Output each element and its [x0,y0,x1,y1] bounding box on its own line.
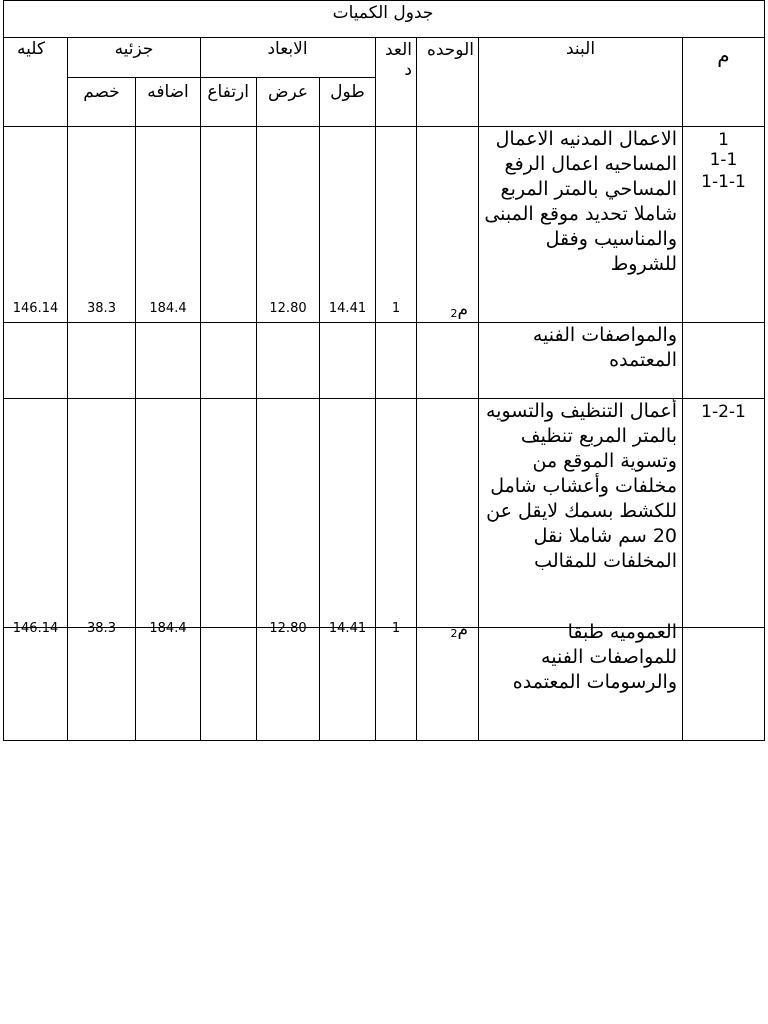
row1-index-line2: 1-1 [709,150,738,170]
row1-total: 146.14 [12,301,59,316]
table-title: جدول الكميات [332,3,434,23]
row1-index-line1: 1 [718,130,729,150]
row2-description-bottom: العموميه طبقا للمواصفات الفنيه والرسومات المعتمده [512,621,677,693]
table-border-top [3,0,765,1]
row2-unit-power: 2 [450,627,458,640]
header-addition: اضافه [147,82,189,102]
row2-unit-letter: م [457,620,468,640]
row1-count: 1 [391,301,401,316]
row1-index-line3: 1-1-1 [701,172,746,192]
row2-description-top: أعمال التنظيف والتسويه بالمتر المربع تنظيف وتسوية الموقع من مخلفات وأعشاب شامل للكشط بسمك لايقل عن 20 سم شاملا نقل المخلفات للمقالب [485,400,677,572]
header-width: عرض [267,82,309,102]
subheader-divider-partial [68,77,200,78]
header-item: البند [565,39,596,59]
col-width-right [319,77,320,741]
header-partial: جزئيه [114,39,154,59]
row1-description-top: الاعمال المدنيه الاعمال المساحيه اعمال الرفع المساحي بالمتر المربع شاملا تحديد موقع المبنى والمناسيب وفقل للشروط [484,128,677,275]
row1-description-bottom: والمواصفات الفنيه المعتمده [532,324,677,371]
header-unit: الوحده [426,40,474,60]
row1-length: 14.41 [328,301,367,316]
header-length: طول [330,82,365,102]
subheader-divider-dims [200,77,375,78]
row2-index-line1: 1-2-1 [701,402,746,422]
border-right [764,0,765,741]
header-height: ارتفاع [207,82,249,102]
header-count: العدد [384,40,412,81]
row2-unit [432,621,468,641]
header-dimensions: الابعاد [267,39,308,59]
row2-total: 146.14 [12,621,59,636]
row1-unit-letter: م [457,300,468,320]
row1-unit [432,301,468,321]
col-addition-right [200,37,201,741]
row2-count: 1 [391,621,401,636]
row1-addition: 184.4 [149,301,187,316]
row1-width: 12.80 [269,301,307,316]
header-deduction: خصم [83,82,120,102]
row2-addition: 184.4 [149,621,187,636]
header-index: م [717,43,730,67]
row1-unit-power: 2 [450,307,458,320]
table-border-bottom [3,740,765,741]
col-count-right [416,37,417,741]
row2-length: 14.41 [328,621,367,636]
row1-deduction: 38.3 [87,301,116,316]
row2-deduction: 38.3 [87,621,116,636]
col-deduction-right [135,77,136,741]
col-height-right [256,77,257,741]
row2-width: 12.80 [269,621,307,636]
header-total: كليه [17,39,45,59]
title-divider [3,37,765,38]
